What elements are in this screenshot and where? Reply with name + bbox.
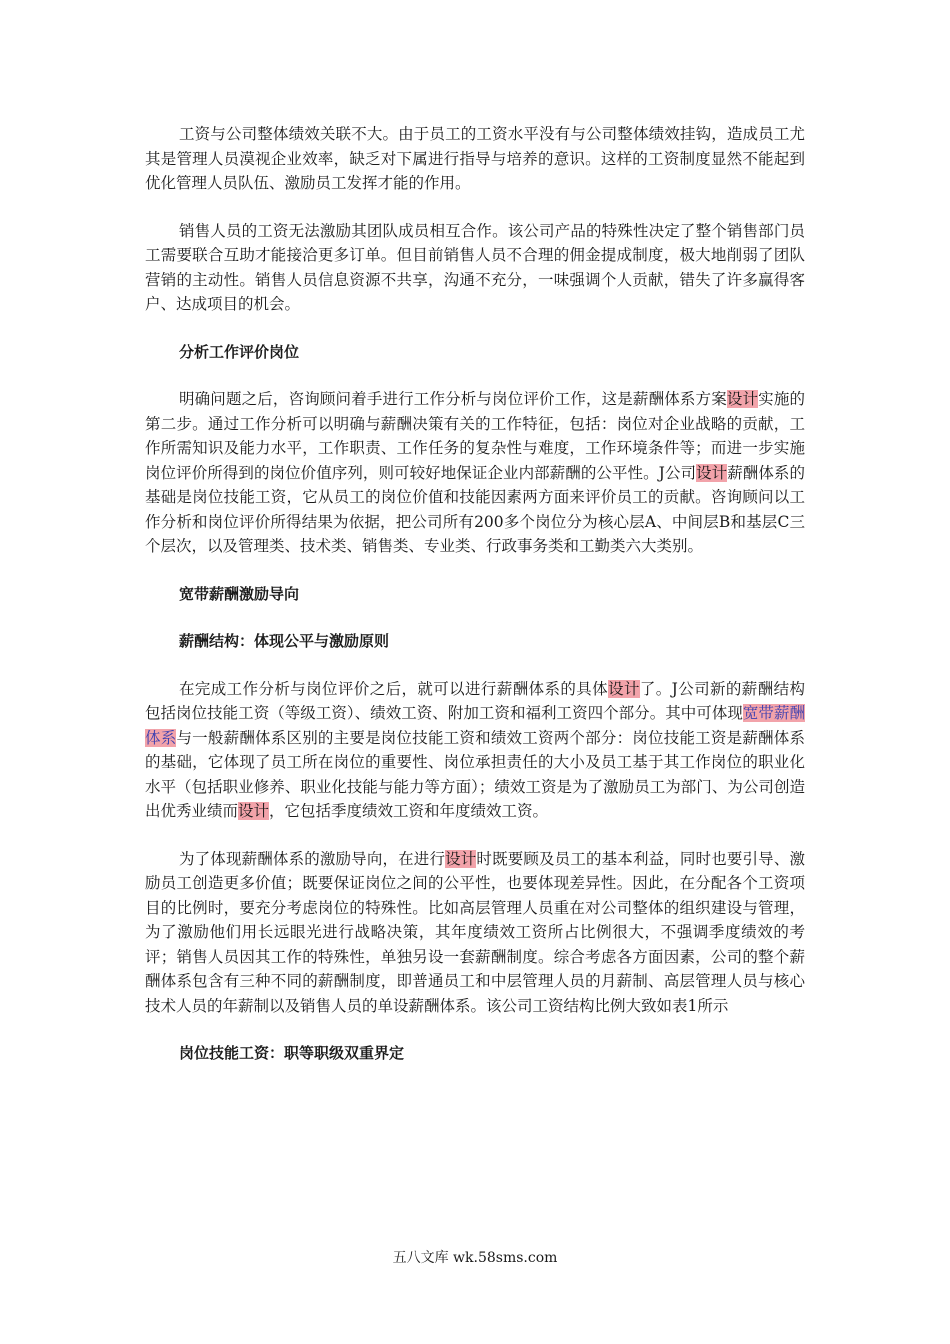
text-run: 薪酬体系的基础是岗位技能工资，它从员工的岗位价值和技能因素两方面来评价员工的贡献。咨询顾问以工作分析和岗位评价所得结果为依据，把公司所有200多个岗位分为核心层A、中间层B和基层C三个层次，以及管理类、技术类、销售类、专业类、行政事务类和工勤类六大类别。 xyxy=(145,463,805,555)
section-heading-analysis: 分析工作评价岗位 xyxy=(179,342,300,361)
text-run: 在完成工作分析与岗位评价之后，就可以进行薪酬体系的具体 xyxy=(179,679,609,698)
text-run: 实施的第二步。通过工作分析可以明确与薪酬决策有关的工作特征，包括：岗位对企业战略的贡献，工作所需知识及能力水平，工作职责、工作任务的复杂性与难度，工作环境条件等；而进一步实施岗位评价所得到的岗位价值序列，则可较好地保证企业内部薪酬的公平性。J公司 xyxy=(145,390,805,482)
section-heading-broadband: 宽带薪酬激励导向 xyxy=(179,584,300,603)
section-heading-skill-wage: 岗位技能工资：职等职级双重界定 xyxy=(179,1044,405,1062)
document-body xyxy=(145,122,805,1089)
text-run: 了。J公司新的薪酬结构包括岗位技能工资（等级工资）、绩效工资、附加工资和福利工资四个部分。其中可体现 xyxy=(145,679,805,722)
highlight-link[interactable]: 设计 xyxy=(726,390,759,408)
section-heading-structure: 薪酬结构：体现公平与激励原则 xyxy=(179,632,390,650)
paragraph-3 xyxy=(145,387,805,559)
paragraph-1: 工资与公司整体绩效关联不大。由于员工的工资水平没有与公司整体绩效挂钩，造成员工尤其是管理人员漠视企业效率，缺乏对下属进行指导与培养的意识。这样的工资制度显然不能起到优化管理人员队伍、激励员工发挥才能的作用。 xyxy=(145,125,805,192)
text-run: 为了体现薪酬体系的激励导向，在进行 xyxy=(179,849,446,868)
highlight-link[interactable]: 设计 xyxy=(238,802,270,820)
text-run: ，它包括季度绩效工资和年度绩效工资。 xyxy=(269,802,549,820)
text-run: 明确问题之后，咨询顾问着手进行工作分析与岗位评价工作，这是薪酬体系方案 xyxy=(179,390,727,408)
text-run: 与一般薪酬体系区别的主要是岗位技能工资和绩效工资两个部分：岗位技能工资是薪酬体系的基础，它体现了员工所在岗位的重要性、岗位承担责任的大小及员工基于其工作岗位的职业化水平（包括职业修养、职业化技能与能力等方面）；绩效工资是为了激励员工为部门、为公司创造出优秀业绩而 xyxy=(145,728,805,820)
highlight-link[interactable]: 设计 xyxy=(608,679,640,698)
paragraph-5 xyxy=(145,847,805,1019)
page-footer: 五八文库 wk.58sms.com xyxy=(392,1250,558,1266)
highlight-link[interactable]: 设计 xyxy=(445,849,477,868)
highlight-link[interactable]: 设计 xyxy=(696,463,728,482)
highlight-link[interactable]: 宽带薪酬体系 xyxy=(145,704,805,747)
paragraph-4 xyxy=(145,677,805,824)
paragraph-2: 销售人员的工资无法激励其团队成员相互合作。该公司产品的特殊性决定了整个销售部门员工需要联合互助才能接洽更多订单。但目前销售人员不合理的佣金提成制度，极大地削弱了团队营销的主动性。销售人员信息资源不共享，沟通不充分，一味强调个人贡献，错失了许多赢得客户、达成项目的机会。 xyxy=(145,221,805,313)
text-run: 时既要顾及员工的基本利益，同时也要引导、激励员工创造更多价值；既要保证岗位之间的公平性，也要体现差异性。因此，在分配各个工资项目的比例时，要充分考虑岗位的特殊性。比如高层管理人员重在对公司整体的组织建设与管理，为了激励他们用长远眼光进行战略决策，其年度绩效工资所占比例很大，不强调季度绩效的考评；销售人员因其工作的特殊性，单独另设一套薪酬制度。综合考虑各方面因素，公司的整个薪酬体系包含有三种不同的薪酬制度，即普通员工和中层管理人员的月薪制、高层管理人员与核心技术人员的年薪制以及销售人员的单设薪酬体系。该公司工资结构比例大致如表1所示 xyxy=(145,849,805,1015)
